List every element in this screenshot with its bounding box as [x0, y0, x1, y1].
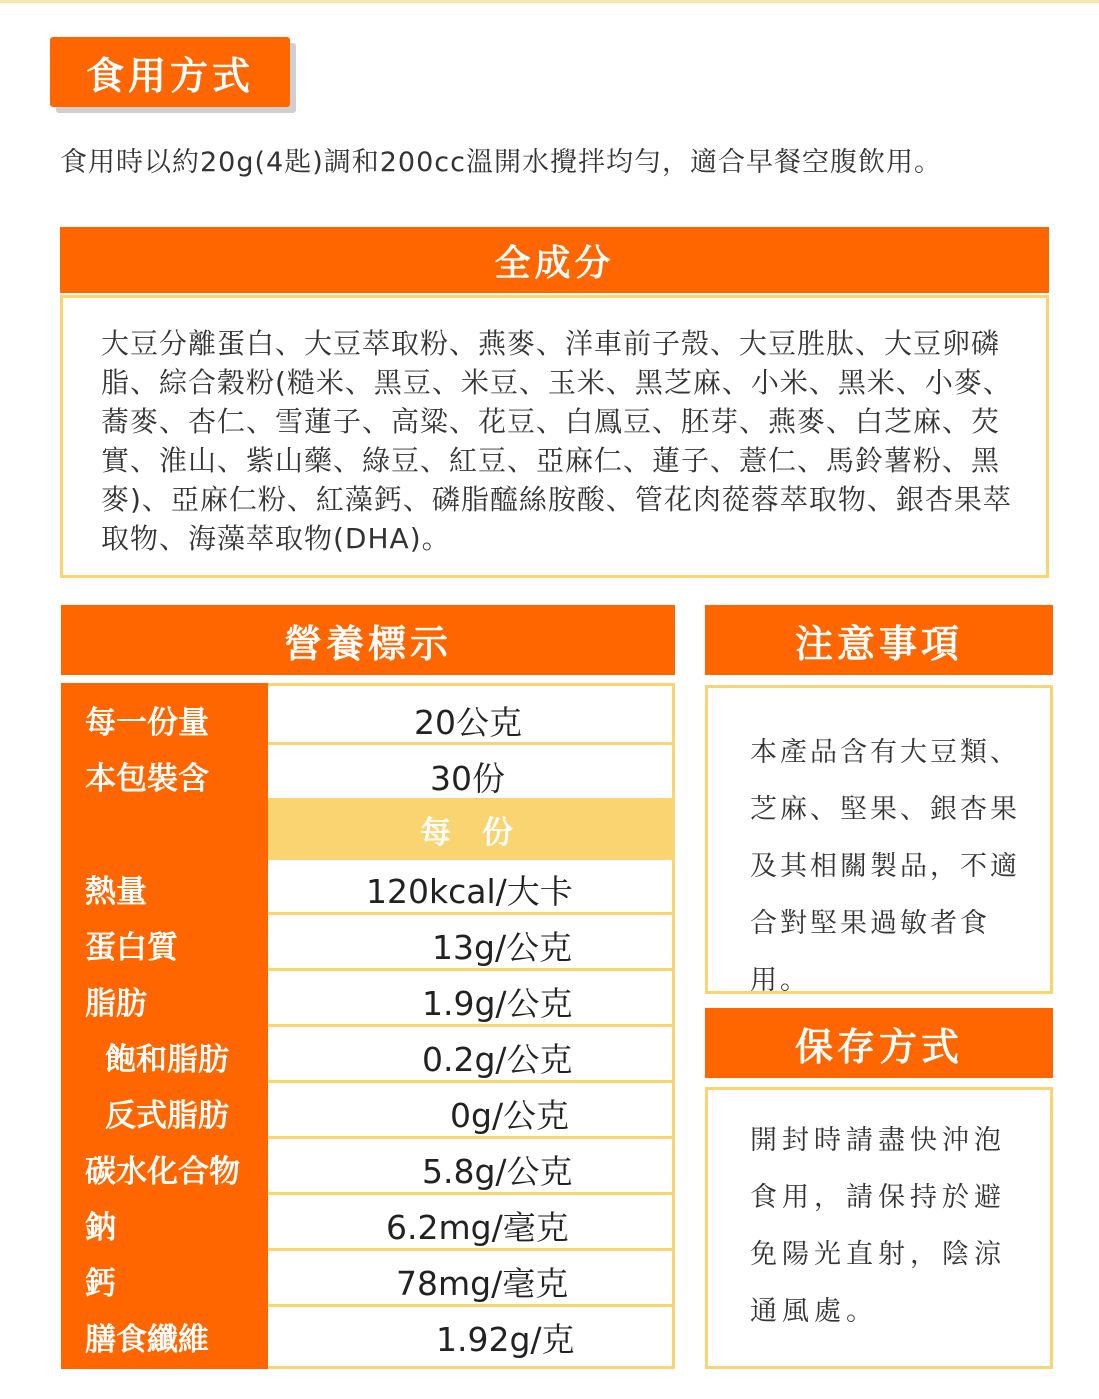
saturated-fat-label: 飽和脂肪: [105, 1042, 229, 1078]
ingredients-box: [60, 295, 1049, 578]
dietary-fiber-value: 1.92g/克: [436, 1320, 575, 1359]
servings-per-package-value: 30份: [430, 759, 505, 798]
protein-value: 13g/公克: [432, 928, 573, 967]
storage-box: [705, 1087, 1053, 1369]
carbohydrate-label: 碳水化合物: [85, 1154, 240, 1190]
ingredients-title: 全成分: [60, 227, 1049, 293]
saturated-fat-value: 0.2g/公克: [422, 1040, 573, 1079]
per-serving-header: 每 份: [268, 798, 675, 860]
nutrition-title: 營養標示: [61, 605, 675, 675]
usage-title: 食用方式: [50, 37, 290, 107]
protein-label: 蛋白質: [85, 930, 178, 966]
calories-value: 120kcal/大卡: [366, 872, 573, 911]
notes-box: [705, 685, 1053, 994]
notes-text: 本產品含有大豆類、芝麻、堅果、銀杏果及其相關製品，不適合對堅果過敏者食用。: [750, 737, 1020, 996]
trans-fat-label: 反式脂肪: [105, 1098, 229, 1134]
storage-title: 保存方式: [705, 1008, 1053, 1078]
notes-title: 注意事項: [705, 605, 1053, 675]
sodium-label: 鈉: [85, 1210, 116, 1246]
fat-label: 脂肪: [85, 986, 147, 1022]
ingredients-text: 大豆分離蛋白、大豆萃取粉、燕麥、洋車前子殼、大豆胜肽、大豆卵磷脂、綜合穀粉(糙米、黑豆、米豆、玉米、黑芝麻、小米、黑米、小麥、蕎麥、杏仁、雪蓮子、高粱、花豆、白鳳豆、胚芽、燕麥、白芝麻、芡實、淮山、紫山藥、綠豆、紅豆、亞麻仁、蓮子、薏仁、馬鈴薯粉、黑麥)、亞麻仁粉、紅藻鈣、磷脂醯絲胺酸、管花肉蓯蓉萃取物、銀杏果萃取物、海藻萃取物(DHA)。: [101, 327, 1012, 555]
storage-text: 開封時請盡快沖泡食用，請保持於避免陽光直射，陰涼通風處。: [750, 1125, 1006, 1327]
fat-value: 1.9g/公克: [422, 984, 573, 1023]
servings-per-package-label: 本包裝含: [85, 761, 209, 797]
dietary-fiber-label: 膳食纖維: [85, 1322, 209, 1358]
serving-size-label: 每一份量: [85, 705, 209, 741]
top-divider: [0, 0, 1099, 3]
calcium-label: 鈣: [85, 1266, 116, 1302]
serving-size-value: 20公克: [414, 703, 522, 742]
trans-fat-value: 0g/公克: [450, 1096, 570, 1135]
sodium-value: 6.2mg/毫克: [386, 1208, 569, 1247]
usage-text: 食用時以約20g(4匙)調和200cc溫開水攪拌均勻，適合早餐空腹飲用。: [60, 147, 942, 178]
calories-label: 熱量: [85, 874, 147, 910]
calcium-value: 78mg/毫克: [396, 1264, 569, 1303]
carbohydrate-value: 5.8g/公克: [422, 1152, 573, 1191]
